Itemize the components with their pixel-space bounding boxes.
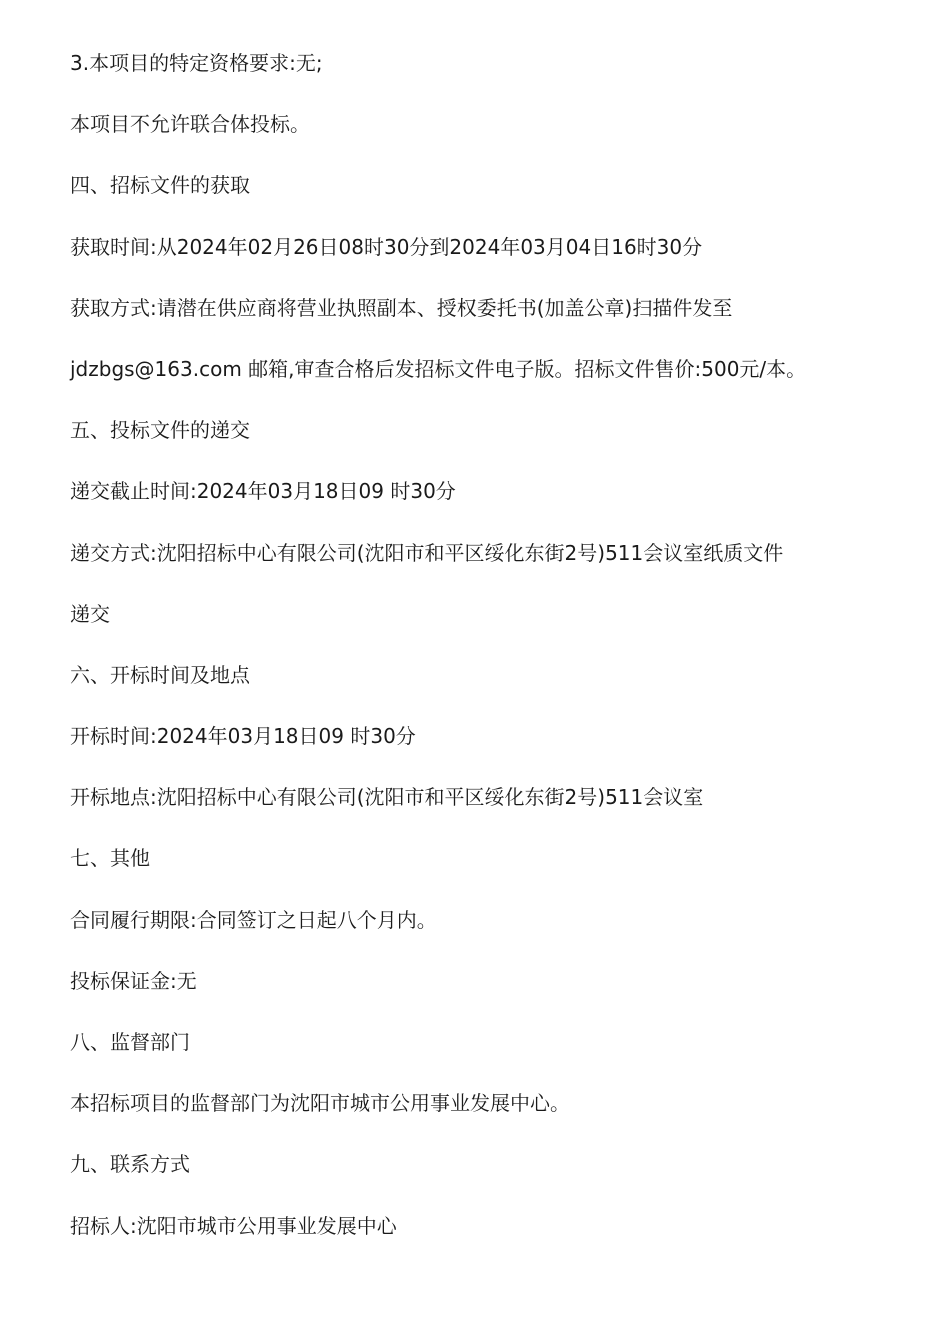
obtain-method-line: 获取方式:请潜在供应商将营业执照副本、授权委托书(加盖公章)扫描件发至	[70, 295, 733, 320]
submission-method-line: 递交方式:沈阳招标中心有限公司(沈阳市和平区绥化东街2号)511会议室纸质文件	[70, 540, 784, 565]
section-heading-other: 七、其他	[70, 846, 150, 871]
obtain-method-email-line: jdzbgs@163.com 邮箱,审查合格后发招标文件电子版。招标文件售价:500元/本。	[70, 356, 807, 381]
submission-deadline-line: 递交截止时间:2024年03月18日09 时30分	[70, 479, 456, 504]
consortium-bidding-line: 本项目不允许联合体投标。	[70, 112, 310, 137]
section-heading-supervision: 八、监督部门	[70, 1030, 190, 1054]
bid-bond-line: 投标保证金:无	[70, 968, 197, 993]
supervision-department-line: 本招标项目的监督部门为沈阳市城市公用事业发展中心。	[70, 1091, 570, 1116]
section-heading-contact: 九、联系方式	[70, 1152, 190, 1177]
document-body	[70, 48, 930, 1272]
section-heading-opening-time-place: 六、开标时间及地点	[70, 662, 250, 687]
tenderer-line: 招标人:沈阳市城市公用事业发展中心	[70, 1213, 397, 1238]
submission-method-continued-line: 递交	[70, 601, 110, 626]
section-heading-submit-bids: 五、投标文件的递交	[70, 418, 250, 443]
qualification-requirement-line: 3.本项目的特定资格要求:无;	[70, 51, 323, 75]
section-heading-obtain-documents: 四、招标文件的获取	[70, 173, 250, 198]
opening-place-line: 开标地点:沈阳招标中心有限公司(沈阳市和平区绥化东街2号)511会议室	[70, 785, 704, 810]
obtain-time-line: 获取时间:从2024年02月26日08时30分到2024年03月04日16时30分	[70, 234, 703, 259]
contract-period-line: 合同履行期限:合同签订之日起八个月内。	[70, 907, 437, 932]
opening-time-line: 开标时间:2024年03月18日09 时30分	[70, 724, 416, 749]
